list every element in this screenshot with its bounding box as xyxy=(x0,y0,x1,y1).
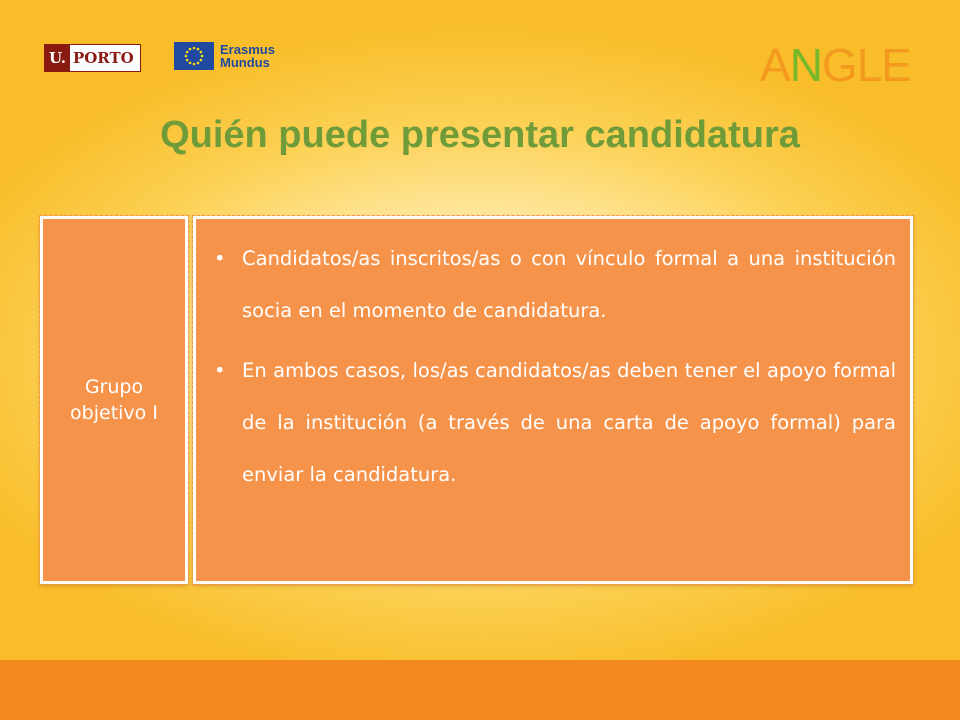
erasmus-mundus-logo: Erasmus Mundus xyxy=(174,42,275,70)
target-group-card xyxy=(40,216,188,584)
list-item: • En ambos casos, los/as candidatos/as deben tener el apoyo formal de la institución (a través de una carta de apoyo formal) para enviar la candidatura. xyxy=(206,345,896,501)
slide-title: Quién puede presentar candidatura xyxy=(160,114,800,156)
footer-bar xyxy=(0,660,960,720)
eligibility-list xyxy=(206,233,896,501)
eu-flag-icon xyxy=(174,42,214,70)
angle-logo: ANGLE xyxy=(760,39,911,91)
list-item: • Candidatos/as inscritos/as o con vínculo formal a una institución socia en el momento de candidatura. xyxy=(206,233,896,337)
eligibility-card xyxy=(193,216,913,584)
target-group-label: Grupo objetivo I xyxy=(70,376,158,424)
uporto-logo: U. PORTO xyxy=(44,44,141,72)
